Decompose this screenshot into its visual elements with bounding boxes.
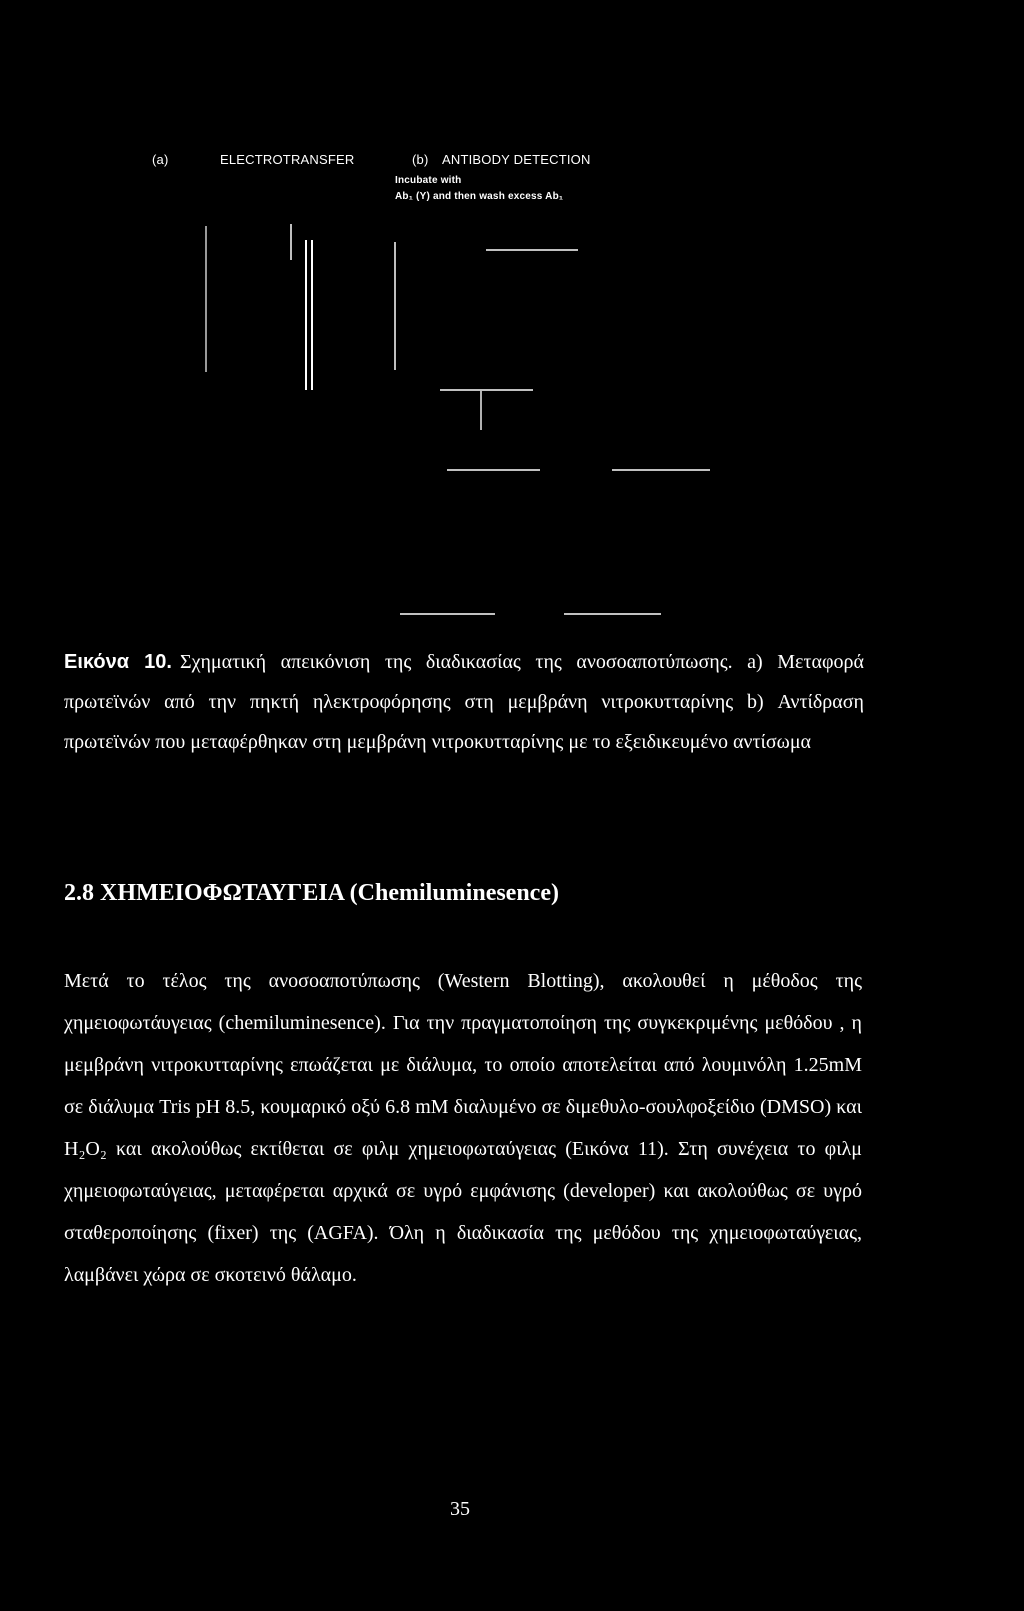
figure-electrotransfer-antibody-detection: [0, 0, 1024, 640]
figure-caption: [64, 642, 864, 762]
panel-b-title: ANTIBODY DETECTION: [442, 152, 591, 167]
instruction-line-1: Incubate with: [395, 175, 462, 186]
section-paragraph: Μετά το τέλος της ανοσοαποτύπωσης (Western Blotting), ακολουθεί η μέθοδος της χημειοφωτάυγειας (chemiluminesence). Για την πραγματοποίηση της συγκεκριμένης μεθόδου , η μεμβράνη νιτροκυτταρίνης επωάζεται με διάλυμα, το οποίο αποτελείται από λουμινόλη 1.25mM σε διάλυμα Tris pH 8.5, κουμαρικό οξύ 6.8 mM διαλυμένο σε διμεθυλο-σουλφοξείδιο (DMSO) και H₂O₂ και ακολούθως εκτίθεται σε φιλμ χημειοφωταύγειας (Εικόνα 11). Στη συνέχεια το φιλμ χημειοφωταύγειας, μεταφέρεται αρχικά σε υγρό εμφάνισης (developer) και ακολούθως σε υγρό σταθεροποίησης (fixer) της (AGFA). Όλη η διαδικασία της μεθόδου της χημειοφωταύγειας, λαμβάνει χώρα σε σκοτεινό θάλαμο.: [64, 970, 862, 1286]
panel-a-label: (a): [152, 152, 169, 167]
caption-text: Σχηματική απεικόνιση της διαδικασίας της ανοσοαποτύπωσης. a) Μεταφορά πρωτεϊνών από την πηκτή ηλεκτροφόρησης στη μεμβράνη νιτροκυτταρίνης b) Αντίδραση πρωτεϊνών που μεταφέρθηκαν στη μεμβράνη νιτροκυτταρίνης με το εξειδικευμένο αντίσωμα: [64, 651, 864, 753]
caption-label: Εικόνα 10.: [64, 651, 172, 673]
page-number: 35: [450, 1498, 470, 1520]
instruction-line-2: Ab₁ (Y) and then wash excess Ab₁: [395, 191, 564, 202]
figure-lines-diagram: [0, 0, 1024, 640]
section-heading: 2.8 ΧΗΜΕΙΟΦΩΤΑΥΓΕΙΑ (Chemiluminesence): [64, 880, 559, 906]
panel-b-label: (b): [412, 152, 429, 167]
panel-a-title: ELECTROTRANSFER: [220, 152, 355, 167]
